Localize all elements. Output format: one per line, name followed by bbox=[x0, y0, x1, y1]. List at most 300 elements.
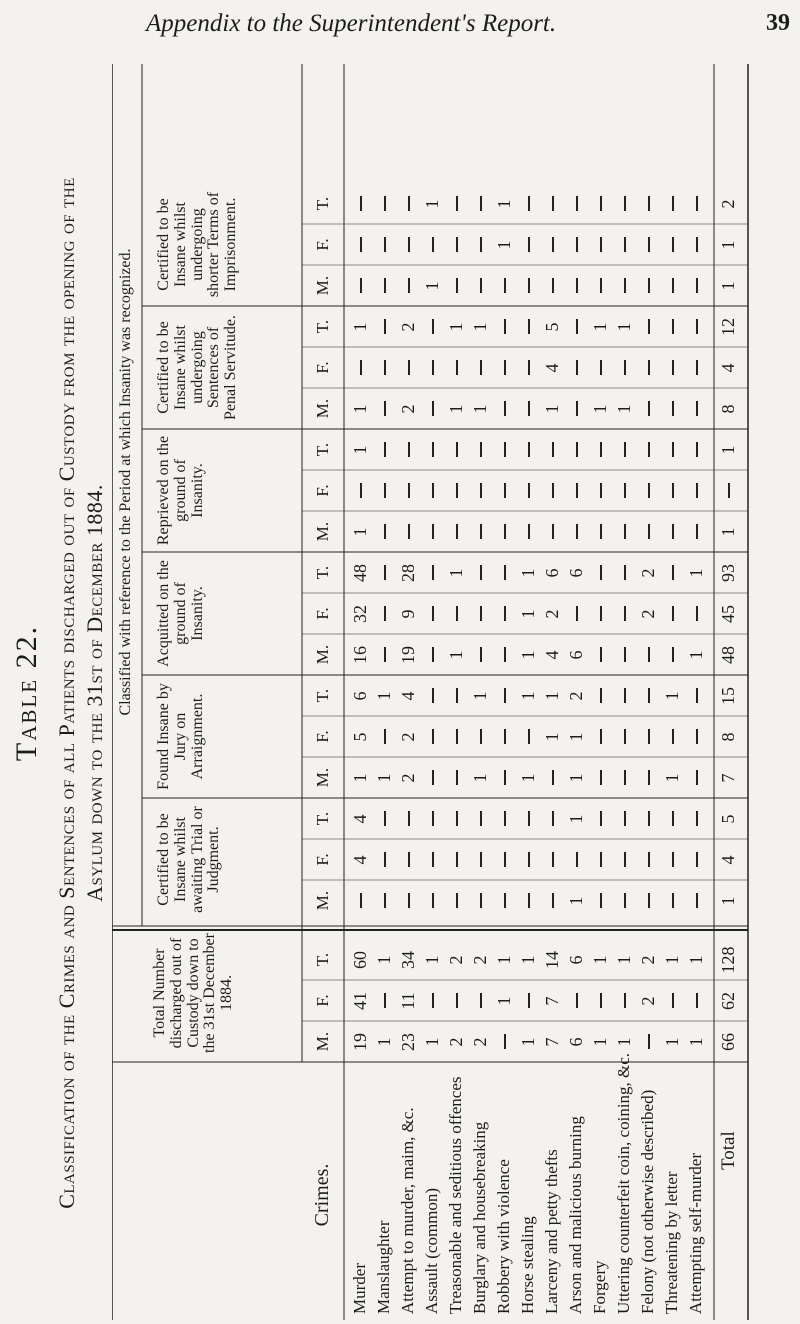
sub-header-m: M. bbox=[313, 1031, 332, 1052]
sub-header-m: M. bbox=[313, 275, 332, 296]
table-cell: 2 bbox=[398, 732, 418, 742]
empty-cell-dash bbox=[384, 483, 386, 498]
page-header bbox=[0, 0, 800, 62]
empty-cell-dash bbox=[696, 893, 698, 908]
empty-cell-dash bbox=[456, 237, 458, 252]
table-cell: 1 bbox=[662, 773, 682, 783]
empty-cell-dash bbox=[408, 442, 410, 457]
empty-cell-dash bbox=[408, 524, 410, 539]
table-cell: 1 bbox=[374, 955, 394, 965]
table-cell: 1 bbox=[446, 404, 466, 414]
total-cell: 1 bbox=[718, 445, 738, 455]
table-cell: 1 bbox=[590, 1037, 610, 1047]
empty-cell-dash bbox=[672, 196, 674, 211]
crime-label: Uttering counterfeit coin, coining, &c. bbox=[614, 1052, 633, 1314]
table-cell: 1 bbox=[422, 1037, 442, 1047]
empty-cell-dash bbox=[432, 811, 434, 826]
empty-cell-dash bbox=[432, 401, 434, 416]
empty-cell-dash bbox=[648, 893, 650, 908]
empty-cell-dash bbox=[672, 893, 674, 908]
empty-cell-dash bbox=[600, 524, 602, 539]
table-cell: 1 bbox=[446, 568, 466, 578]
empty-cell-dash bbox=[672, 729, 674, 744]
empty-cell-dash bbox=[480, 893, 482, 908]
crime-label: Assault (common) bbox=[422, 1187, 441, 1314]
empty-cell-dash bbox=[648, 237, 650, 252]
table-cell: 1 bbox=[422, 955, 442, 965]
empty-cell-dash bbox=[648, 1034, 650, 1049]
table-cell: 19 bbox=[398, 646, 418, 664]
empty-cell-dash bbox=[552, 770, 554, 785]
table-cell: 1 bbox=[542, 691, 562, 701]
empty-cell-dash bbox=[456, 688, 458, 703]
table-cell: 9 bbox=[398, 609, 418, 619]
empty-cell-dash bbox=[648, 196, 650, 211]
empty-cell-dash bbox=[504, 729, 506, 744]
statistics-table bbox=[112, 64, 752, 1320]
table-cell: 1 bbox=[374, 1037, 394, 1047]
table-cell: 1 bbox=[470, 773, 490, 783]
empty-cell-dash bbox=[528, 360, 530, 375]
empty-cell-dash bbox=[528, 993, 530, 1008]
empty-cell-dash bbox=[648, 729, 650, 744]
empty-cell-dash bbox=[432, 729, 434, 744]
table-cell: 1 bbox=[662, 955, 682, 965]
page-number: 39 bbox=[766, 10, 790, 36]
empty-cell-dash bbox=[600, 688, 602, 703]
empty-cell-dash bbox=[696, 524, 698, 539]
sub-header-m: M. bbox=[313, 644, 332, 665]
empty-cell-dash bbox=[384, 811, 386, 826]
table-cell: 19 bbox=[350, 1033, 370, 1051]
sub-header-f: F. bbox=[313, 484, 332, 497]
empty-cell-dash bbox=[432, 647, 434, 662]
empty-cell-dash bbox=[384, 852, 386, 867]
empty-cell-dash bbox=[624, 442, 626, 457]
empty-cell-dash bbox=[624, 565, 626, 580]
table-cell: 6 bbox=[542, 568, 562, 578]
empty-cell-dash bbox=[360, 483, 362, 498]
total-cell: 4 bbox=[718, 363, 738, 373]
empty-cell-dash bbox=[552, 196, 554, 211]
empty-cell-dash bbox=[648, 360, 650, 375]
empty-cell-dash bbox=[504, 688, 506, 703]
table-cell: 6 bbox=[566, 568, 586, 578]
empty-cell-dash bbox=[528, 196, 530, 211]
running-title: Appendix to the Superintendent's Report. bbox=[146, 10, 557, 37]
table-cell: 1 bbox=[590, 955, 610, 965]
empty-cell-dash bbox=[552, 278, 554, 293]
table-cell: 1 bbox=[614, 955, 634, 965]
empty-cell-dash bbox=[528, 852, 530, 867]
crime-label: Horse stealing bbox=[518, 1216, 537, 1314]
empty-cell-dash bbox=[456, 770, 458, 785]
table-cell: 1 bbox=[590, 322, 610, 332]
table-cell: 2 bbox=[398, 404, 418, 414]
empty-cell-dash bbox=[432, 524, 434, 539]
table-cell: 28 bbox=[398, 564, 418, 582]
total-header: Total Number discharged out of Custody down to the 31st December 1884. bbox=[151, 933, 236, 1053]
empty-cell-dash bbox=[504, 852, 506, 867]
table-cell: 2 bbox=[638, 568, 658, 578]
empty-cell-dash bbox=[600, 852, 602, 867]
classified-header: Classified with reference to the Period at which Insanity was recognized. bbox=[117, 248, 134, 716]
empty-cell-dash bbox=[624, 278, 626, 293]
empty-cell-dash bbox=[504, 401, 506, 416]
empty-cell-dash bbox=[504, 565, 506, 580]
empty-cell-dash bbox=[408, 196, 410, 211]
table-cell: 1 bbox=[350, 322, 370, 332]
empty-cell-dash bbox=[408, 811, 410, 826]
empty-cell-dash bbox=[672, 606, 674, 621]
table-cell: 5 bbox=[350, 732, 370, 742]
table-cell: 6 bbox=[566, 955, 586, 965]
empty-cell-dash bbox=[408, 278, 410, 293]
empty-cell-dash bbox=[624, 729, 626, 744]
group-header-1: Certified to be Insane whilst awaiting Trial or Judgment. bbox=[155, 806, 223, 913]
total-cell: 15 bbox=[718, 687, 738, 705]
empty-cell-dash bbox=[384, 360, 386, 375]
empty-cell-dash bbox=[648, 811, 650, 826]
table-cell: 1 bbox=[374, 691, 394, 701]
empty-cell-dash bbox=[480, 993, 482, 1008]
table-cell: 1 bbox=[566, 773, 586, 783]
total-cell: 1 bbox=[718, 896, 738, 906]
empty-cell-dash bbox=[576, 237, 578, 252]
crimes-header: Crimes. bbox=[311, 1163, 333, 1227]
empty-cell-dash bbox=[504, 360, 506, 375]
empty-cell-dash bbox=[480, 852, 482, 867]
empty-cell-dash bbox=[504, 893, 506, 908]
table-cell: 1 bbox=[590, 404, 610, 414]
empty-cell-dash bbox=[600, 993, 602, 1008]
table-cell: 1 bbox=[494, 955, 514, 965]
empty-cell-dash bbox=[696, 852, 698, 867]
empty-cell-dash bbox=[576, 483, 578, 498]
empty-cell-dash bbox=[600, 237, 602, 252]
empty-cell-dash bbox=[384, 565, 386, 580]
empty-cell-dash bbox=[624, 852, 626, 867]
empty-cell-dash bbox=[432, 442, 434, 457]
empty-cell-dash bbox=[648, 319, 650, 334]
sub-header-m: M. bbox=[313, 398, 332, 419]
table-cell: 1 bbox=[614, 404, 634, 414]
table-cell: 2 bbox=[638, 996, 658, 1006]
table-cell: 1 bbox=[350, 404, 370, 414]
empty-cell-dash bbox=[384, 442, 386, 457]
empty-cell-dash bbox=[456, 483, 458, 498]
empty-cell-dash bbox=[408, 237, 410, 252]
table-cell: 1 bbox=[686, 568, 706, 578]
empty-cell-dash bbox=[600, 606, 602, 621]
table-cell: 2 bbox=[398, 322, 418, 332]
table-caption-line-1: Classification of the Crimes and Sentences of all Patients discharged out of Custody from the opening of the bbox=[54, 177, 79, 1209]
empty-cell-dash bbox=[696, 278, 698, 293]
empty-cell-dash bbox=[696, 770, 698, 785]
empty-cell-dash bbox=[456, 993, 458, 1008]
total-cell: 8 bbox=[718, 404, 738, 414]
empty-cell-dash bbox=[624, 811, 626, 826]
empty-cell-dash bbox=[648, 483, 650, 498]
crime-label: Arson and malicious burning bbox=[566, 1116, 585, 1314]
empty-cell-dash bbox=[504, 1034, 506, 1049]
empty-cell-dash bbox=[456, 196, 458, 211]
table-cell: 1 bbox=[446, 650, 466, 660]
table-cell: 4 bbox=[542, 363, 562, 373]
empty-cell-dash bbox=[600, 893, 602, 908]
sub-header-t: T. bbox=[313, 442, 332, 457]
empty-cell-dash bbox=[384, 729, 386, 744]
total-cell: 45 bbox=[718, 605, 738, 623]
empty-cell-dash bbox=[432, 852, 434, 867]
table-cell: 1 bbox=[614, 1037, 634, 1047]
table-cell: 5 bbox=[542, 322, 562, 332]
empty-cell-dash bbox=[648, 524, 650, 539]
empty-cell-dash bbox=[648, 401, 650, 416]
sub-header-m: M. bbox=[313, 521, 332, 542]
empty-cell-dash bbox=[624, 688, 626, 703]
empty-cell-dash bbox=[432, 360, 434, 375]
table-cell: 1 bbox=[518, 955, 538, 965]
table-cell: 1 bbox=[494, 240, 514, 250]
empty-cell-dash bbox=[672, 993, 674, 1008]
empty-cell-dash bbox=[456, 729, 458, 744]
empty-cell-dash bbox=[600, 442, 602, 457]
table-cell: 1 bbox=[686, 650, 706, 660]
empty-cell-dash bbox=[456, 360, 458, 375]
empty-cell-dash bbox=[672, 852, 674, 867]
empty-cell-dash bbox=[624, 360, 626, 375]
empty-cell-dash bbox=[648, 442, 650, 457]
empty-cell-dash bbox=[600, 729, 602, 744]
empty-cell-dash bbox=[432, 893, 434, 908]
empty-cell-dash bbox=[384, 237, 386, 252]
table-cell: 4 bbox=[398, 691, 418, 701]
sub-header-t: T. bbox=[313, 565, 332, 580]
empty-cell-dash bbox=[696, 606, 698, 621]
group-header-6: Certified to be Insane whilst undergoing shorter Terms of Imprisonment. bbox=[155, 191, 240, 298]
empty-cell-dash bbox=[576, 278, 578, 293]
empty-cell-dash bbox=[672, 483, 674, 498]
sub-header-f: F. bbox=[313, 853, 332, 866]
table-cell: 4 bbox=[350, 814, 370, 824]
empty-cell-dash bbox=[696, 196, 698, 211]
empty-cell-dash bbox=[480, 278, 482, 293]
empty-cell-dash bbox=[408, 360, 410, 375]
crime-label: Murder bbox=[350, 1263, 369, 1314]
empty-cell-dash bbox=[576, 606, 578, 621]
empty-cell-dash bbox=[432, 770, 434, 785]
empty-cell-dash bbox=[360, 893, 362, 908]
empty-cell-dash bbox=[624, 237, 626, 252]
empty-cell-dash bbox=[480, 360, 482, 375]
table-cell: 1 bbox=[422, 199, 442, 209]
empty-cell-dash bbox=[552, 524, 554, 539]
table-cell: 14 bbox=[542, 951, 562, 969]
empty-cell-dash bbox=[456, 442, 458, 457]
empty-cell-dash bbox=[696, 811, 698, 826]
empty-cell-dash bbox=[480, 442, 482, 457]
empty-cell-dash bbox=[624, 893, 626, 908]
empty-cell-dash bbox=[432, 237, 434, 252]
empty-cell-dash bbox=[600, 565, 602, 580]
sub-header-f: F. bbox=[313, 238, 332, 251]
table-cell: 1 bbox=[374, 773, 394, 783]
empty-cell-dash bbox=[408, 893, 410, 908]
empty-cell-dash bbox=[360, 278, 362, 293]
empty-cell-dash bbox=[528, 483, 530, 498]
empty-cell-dash bbox=[672, 278, 674, 293]
empty-cell-dash bbox=[552, 811, 554, 826]
total-cell: 128 bbox=[718, 946, 738, 974]
empty-cell-dash bbox=[696, 360, 698, 375]
table-cell: 16 bbox=[350, 646, 370, 664]
empty-cell-dash bbox=[600, 278, 602, 293]
empty-cell-dash bbox=[672, 319, 674, 334]
empty-cell-dash bbox=[504, 319, 506, 334]
empty-cell-dash bbox=[456, 811, 458, 826]
empty-cell-dash bbox=[384, 401, 386, 416]
empty-cell-dash bbox=[600, 483, 602, 498]
table-cell: 1 bbox=[542, 404, 562, 414]
empty-cell-dash bbox=[672, 565, 674, 580]
sub-header-t: T. bbox=[313, 688, 332, 703]
table-cell: 1 bbox=[470, 691, 490, 701]
empty-cell-dash bbox=[696, 688, 698, 703]
table-cell: 2 bbox=[566, 691, 586, 701]
table-cell: 1 bbox=[422, 281, 442, 291]
empty-cell-dash bbox=[672, 401, 674, 416]
table-cell: 1 bbox=[686, 1037, 706, 1047]
group-header-4: Reprieved on the ground of Insanity. bbox=[155, 435, 206, 546]
total-cell: 62 bbox=[718, 992, 738, 1010]
empty-cell-dash bbox=[432, 483, 434, 498]
empty-cell-dash bbox=[360, 196, 362, 211]
empty-cell-dash bbox=[576, 524, 578, 539]
empty-cell-dash bbox=[728, 483, 730, 498]
sub-header-t: T. bbox=[313, 319, 332, 334]
empty-cell-dash bbox=[696, 442, 698, 457]
table-cell: 1 bbox=[662, 1037, 682, 1047]
empty-cell-dash bbox=[648, 688, 650, 703]
empty-cell-dash bbox=[408, 852, 410, 867]
empty-cell-dash bbox=[456, 893, 458, 908]
empty-cell-dash bbox=[528, 811, 530, 826]
empty-cell-dash bbox=[360, 237, 362, 252]
empty-cell-dash bbox=[624, 770, 626, 785]
empty-cell-dash bbox=[384, 606, 386, 621]
empty-cell-dash bbox=[480, 647, 482, 662]
empty-cell-dash bbox=[432, 606, 434, 621]
table-cell: 60 bbox=[350, 951, 370, 969]
empty-cell-dash bbox=[528, 401, 530, 416]
table-cell: 1 bbox=[566, 896, 586, 906]
empty-cell-dash bbox=[600, 770, 602, 785]
table-cell: 4 bbox=[350, 855, 370, 865]
table-cell: 1 bbox=[446, 322, 466, 332]
empty-cell-dash bbox=[384, 893, 386, 908]
crime-label: Threatening by letter bbox=[662, 1171, 681, 1314]
table-cell: 1 bbox=[350, 527, 370, 537]
empty-cell-dash bbox=[480, 524, 482, 539]
empty-cell-dash bbox=[576, 993, 578, 1008]
empty-cell-dash bbox=[504, 483, 506, 498]
table-cell: 1 bbox=[470, 404, 490, 414]
table-cell: 1 bbox=[518, 650, 538, 660]
table-cell: 4 bbox=[542, 650, 562, 660]
empty-cell-dash bbox=[696, 401, 698, 416]
table-cell: 7 bbox=[542, 1037, 562, 1047]
empty-cell-dash bbox=[456, 852, 458, 867]
empty-cell-dash bbox=[432, 688, 434, 703]
table-cell: 2 bbox=[398, 773, 418, 783]
crime-label: Treasonable and seditious offences bbox=[446, 1076, 465, 1314]
table-cell: 2 bbox=[446, 955, 466, 965]
empty-cell-dash bbox=[624, 524, 626, 539]
empty-cell-dash bbox=[696, 237, 698, 252]
total-cell: 12 bbox=[718, 318, 738, 336]
crime-label: Manslaughter bbox=[374, 1220, 393, 1314]
crime-label: Attempting self-murder bbox=[686, 1153, 705, 1314]
empty-cell-dash bbox=[384, 993, 386, 1008]
table-cell: 1 bbox=[518, 1037, 538, 1047]
table-cell: 6 bbox=[566, 650, 586, 660]
table-cell: 2 bbox=[638, 609, 658, 619]
empty-cell-dash bbox=[480, 729, 482, 744]
table-cell: 1 bbox=[494, 996, 514, 1006]
table-cell: 1 bbox=[518, 568, 538, 578]
sub-header-t: T. bbox=[313, 952, 332, 967]
empty-cell-dash bbox=[648, 647, 650, 662]
crime-label: Burglary and housebreaking bbox=[470, 1121, 489, 1314]
total-cell: 66 bbox=[718, 1033, 738, 1051]
total-cell: 7 bbox=[718, 773, 738, 783]
empty-cell-dash bbox=[528, 729, 530, 744]
empty-cell-dash bbox=[384, 647, 386, 662]
empty-cell-dash bbox=[480, 811, 482, 826]
table-cell: 1 bbox=[518, 691, 538, 701]
table-cell: 48 bbox=[350, 564, 370, 582]
empty-cell-dash bbox=[528, 237, 530, 252]
total-cell: 1 bbox=[718, 527, 738, 537]
empty-cell-dash bbox=[456, 524, 458, 539]
empty-cell-dash bbox=[384, 196, 386, 211]
table-cell: 1 bbox=[350, 445, 370, 455]
table-cell: 1 bbox=[350, 773, 370, 783]
table-caption-line-2: Asylum down to the 31st of December 1884. bbox=[82, 484, 107, 902]
table-cell: 2 bbox=[638, 955, 658, 965]
empty-cell-dash bbox=[672, 811, 674, 826]
crime-label: Larceny and petty thefts bbox=[542, 1149, 561, 1314]
empty-cell-dash bbox=[576, 360, 578, 375]
table-cell: 2 bbox=[446, 1037, 466, 1047]
sub-header-f: F. bbox=[313, 730, 332, 743]
table-cell: 1 bbox=[686, 955, 706, 965]
total-cell: 1 bbox=[718, 281, 738, 291]
empty-cell-dash bbox=[648, 278, 650, 293]
empty-cell-dash bbox=[432, 565, 434, 580]
empty-cell-dash bbox=[624, 647, 626, 662]
total-cell: 8 bbox=[718, 732, 738, 742]
table-cell: 1 bbox=[662, 691, 682, 701]
empty-cell-dash bbox=[528, 319, 530, 334]
empty-cell-dash bbox=[408, 483, 410, 498]
table-cell: 34 bbox=[398, 951, 418, 969]
empty-cell-dash bbox=[624, 606, 626, 621]
empty-cell-dash bbox=[456, 606, 458, 621]
empty-cell-dash bbox=[528, 442, 530, 457]
empty-cell-dash bbox=[528, 893, 530, 908]
